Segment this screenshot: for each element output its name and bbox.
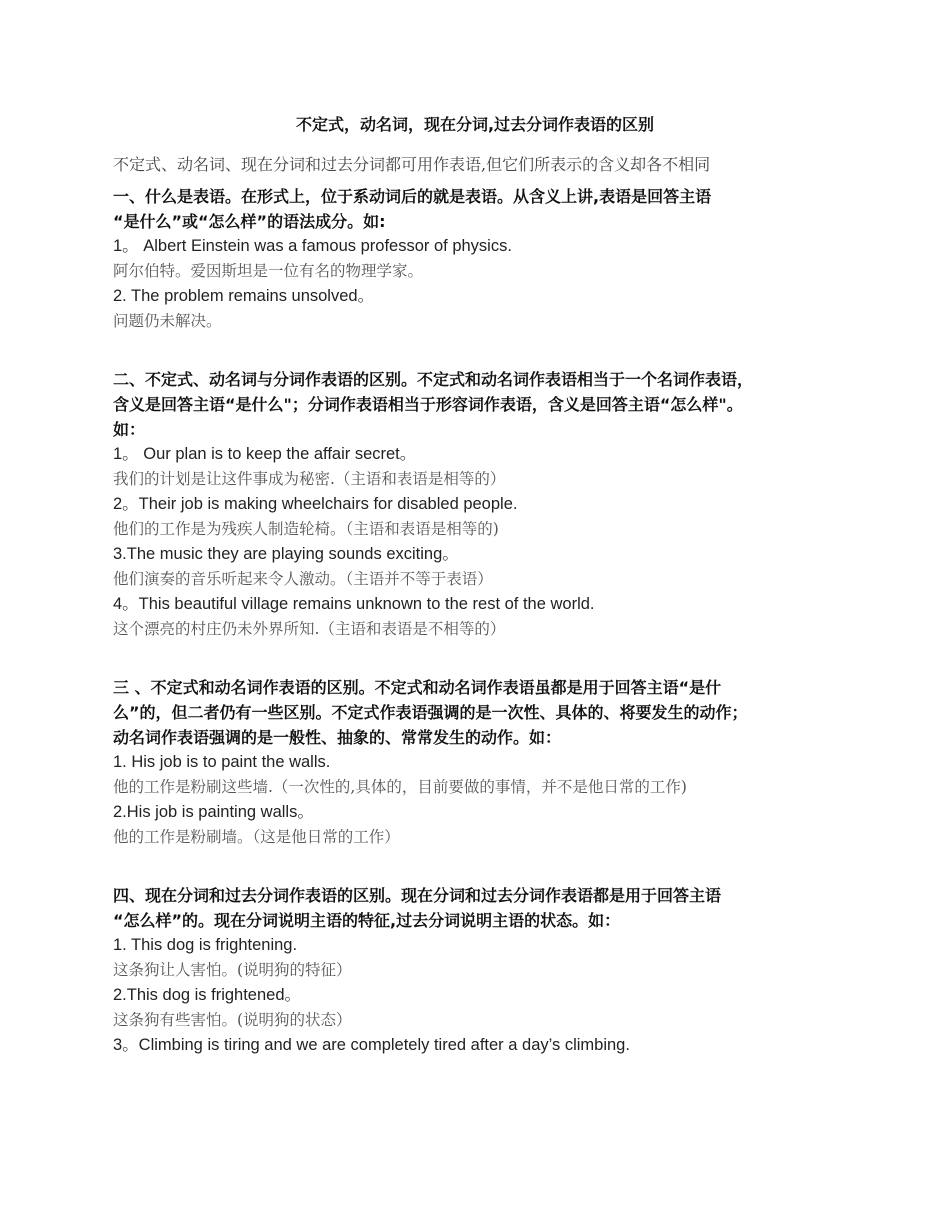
example-english: 2. The problem remains unsolved。 (113, 287, 375, 305)
section-heading-line: “怎么样”的。现在分词说明主语的特征,过去分词说明主语的状态。如： (113, 911, 621, 930)
section-heading-line: “是什么”或“怎么样”的语法成分。如: (113, 212, 386, 231)
example-english: 4。This beautiful village remains unknown to the rest of the world. (113, 595, 595, 613)
section-heading-line: 一、什么是表语。在形式上，位于系动词后的就是表语。从含义上讲,表语是回答主语 (113, 187, 712, 206)
example-english: 3。Climbing is tiring and we are completely tired after a day’s climbing. (113, 1036, 630, 1054)
example-english: 2。Their job is making wheelchairs for disabled people. (113, 495, 518, 513)
example-english: 1。 Our plan is to keep the affair secret。 (113, 445, 417, 463)
example-translation: 这条狗有些害怕。(说明狗的状态） (113, 1011, 352, 1029)
document-body (113, 152, 848, 1058)
section-heading-line: 三 、不定式和动名词作表语的区别。不定式和动名词作表语虽都是用于回答主语“是什 (113, 678, 722, 697)
example-translation: 这条狗让人害怕。(说明狗的特征） (113, 961, 352, 979)
section-heading-line: 如： (113, 420, 146, 439)
example-translation: 这个漂亮的村庄仍未外界所知.（主语和表语是不相等的） (113, 620, 506, 638)
example-translation: 他们的工作是为残疾人制造轮椅。（主语和表语是相等的) (113, 520, 499, 538)
section-heading-line: 含义是回答主语“是什么"；分词作表语相当于形容词作表语，含义是回答主语“怎么样"。 (113, 395, 743, 414)
example-translation: 他的工作是粉刷墙。（这是他日常的工作） (113, 828, 400, 846)
section-4 (113, 883, 848, 1058)
intro-paragraph: 不定式、动名词、现在分词和过去分词都可用作表语,但它们所表示的含义却各不相同 (113, 155, 711, 174)
document-title: 不定式，动名词，现在分词,过去分词作表语的区别 (295, 115, 655, 134)
section-heading-line: 二、不定式、动名词与分词作表语的区别。不定式和动名词作表语相当于一个名词作表语， (113, 370, 754, 389)
example-english: 3.The music they are playing sounds exciting。 (113, 545, 459, 563)
example-translation: 他的工作是粉刷这些墙.（一次性的,具体的，目前要做的事情，并不是他日常的工作) (113, 778, 687, 796)
example-english: 2.His job is painting walls。 (113, 803, 314, 821)
section-heading-line: 四、现在分词和过去分词作表语的区别。现在分词和过去分词作表语都是用于回答主语 (113, 886, 722, 905)
example-english: 1. His job is to paint the walls. (113, 753, 331, 771)
section-2 (113, 367, 848, 642)
section-3 (113, 675, 848, 850)
example-english: 1. This dog is frightening. (113, 936, 298, 954)
example-english: 2.This dog is frightened。 (113, 986, 302, 1004)
example-translation: 问题仍未解决。 (113, 312, 222, 330)
example-english: 1。 Albert Einstein was a famous professor of physics. (113, 237, 512, 255)
section-heading-line: 么”的，但二者仍有一些区别。不定式作表语强调的是一次性、具体的、将要发生的动作； (113, 703, 748, 722)
example-translation: 我们的计划是让这件事成为秘密.（主语和表语是相等的） (113, 470, 506, 488)
section-1 (113, 184, 848, 334)
section-heading-line: 动名词作表语强调的是一般性、抽象的、常常发生的动作。如： (113, 728, 562, 747)
example-translation: 他们演奏的音乐听起来令人激动。（主语并不等于表语） (113, 570, 493, 588)
example-translation: 阿尔伯特。爱因斯坦是一位有名的物理学家。 (113, 262, 424, 280)
